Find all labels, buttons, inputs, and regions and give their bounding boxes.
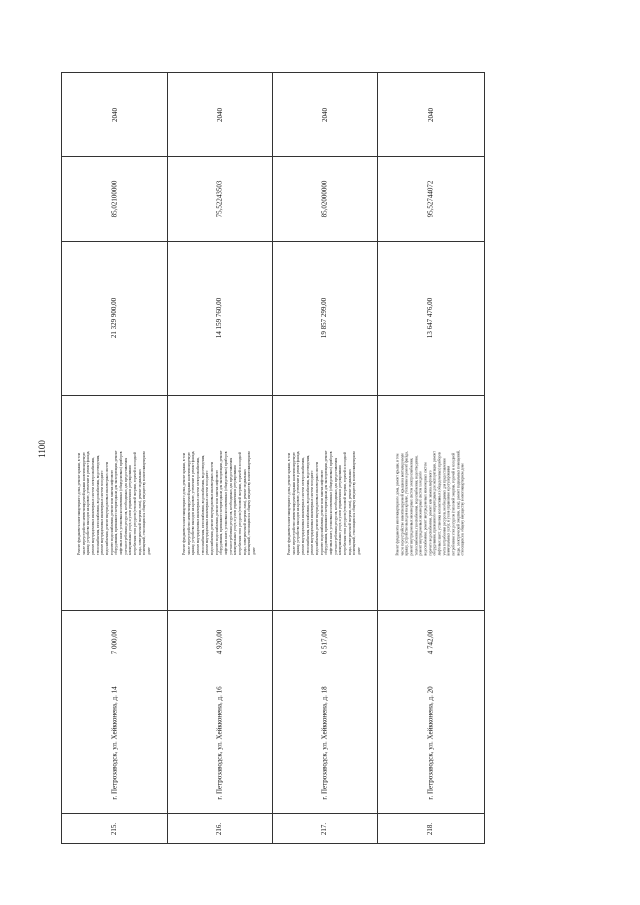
number-cell [62, 813, 167, 845]
cost-value: 13 647 476,00 [426, 297, 435, 339]
address: г. Петрозаводск, ул. Хейкконена, д. 18 [320, 686, 329, 800]
year: 2040 [320, 107, 329, 122]
description-cell [272, 395, 377, 610]
year-cell [377, 73, 484, 156]
number-cell [167, 813, 272, 845]
year: 2040 [110, 107, 119, 122]
ratio-cell [62, 156, 167, 241]
area-value: 7 000,00 [110, 629, 119, 654]
cost-cell [62, 241, 167, 395]
address-cell [62, 673, 167, 813]
ratio-cell [377, 156, 484, 241]
area-value: 4 742,00 [426, 629, 435, 654]
work-description: Ремонт фундамента многоквартирного дома, ремонт крыши, в том числе переустройство невентилируемой крыши на вентилируемую крышу, устройство выходов на кровлю, утепление и ремонт фасада, ремонт внутридомовых инженерных систем электроснабжения, теплоснабжения, газоснабжения, водоснабжения, водоотведения, ремонт внутридомовых инженерных систем холодного водоснабжения, ремонт внутридомовых инженерных систем горячего водоснабжения, ремонт или замена лифтового оборудования, признанного непригодным для эксплуатации, ремонт лифтовых шахт, установка коллективных (общедомовых) приборов учета потребления ресурсов, необходимых для предоставления коммунальных услуг, и узлов управления и регулирования потребления этих ресурсов (тепловой энергии, горячей и холодной воды, электрической энергии, газа), ремонт подвальных помещений, относящихся к общему имуществу в многоквартирном доме [182, 450, 257, 555]
ratio-value: 75,52243503 [215, 180, 224, 217]
year-cell [272, 73, 377, 156]
area-value: 6 517,00 [320, 629, 329, 654]
area-cell [377, 610, 484, 673]
description-cell [62, 395, 167, 610]
cost-cell [167, 241, 272, 395]
row-number: 216. [215, 822, 224, 836]
area-cell [167, 610, 272, 673]
cost-value: 14 159 760,00 [215, 297, 224, 339]
work-description: Ремонт фундамента многоквартирного дома, ремонт крыши, в том числе переустройство невентилируемой крыши на вентилируемую крышу, устройство выходов на кровлю, утепление и ремонт фасада, ремонт внутридомовых инженерных систем электроснабжения, теплоснабжения, газоснабжения, водоснабжения, водоотведения, ремонт внутридомовых инженерных систем холодного водоснабжения, ремонт внутридомовых инженерных систем горячего водоснабжения, ремонт или замена лифтового оборудования, признанного непригодным для эксплуатации, ремонт лифтовых шахт, установка коллективных (общедомовых) приборов учета потребления ресурсов, необходимых для предоставления коммунальных услуг, и узлов управления и регулирования потребления этих ресурсов (тепловой энергии, горячей и холодной воды, электрической энергии, газа), ремонт подвальных помещений, относящихся к общему имуществу в многоквартирном доме [77, 450, 152, 555]
description-cell [377, 395, 484, 610]
ratio-cell [167, 156, 272, 241]
work-description: Ремонт фундамента многоквартирного дома, ремонт крыши, в том числе переустройство невентилируемой крыши на вентилируемую крышу, устройство выходов на кровлю, утепление и ремонт фасада, ремонт внутридомовых инженерных систем электроснабжения, теплоснабжения, газоснабжения, водоснабжения, водоотведения, ремонт внутридомовых инженерных систем холодного водоснабжения, ремонт внутридомовых инженерных систем горячего водоснабжения, ремонт или замена лифтового оборудования, признанного непригодным для эксплуатации, ремонт лифтовых шахт, установка коллективных (общедомовых) приборов учета потребления ресурсов, необходимых для предоставления коммунальных услуг, и узлов управления и регулирования потребления этих ресурсов (тепловой энергии, горячей и холодной воды, электрической энергии, газа), ремонт подвальных помещений, относящихся к общему имуществу в многоквартирном доме [287, 450, 362, 555]
ratio-value: 85,02100000 [110, 180, 119, 217]
area-value: 4 920,00 [215, 629, 224, 654]
ratio-cell [272, 156, 377, 241]
cost-value: 19 857 299,00 [320, 297, 329, 339]
number-cell [377, 813, 484, 845]
program-table [61, 72, 485, 844]
year: 2040 [215, 107, 224, 122]
row-number: 217. [320, 822, 329, 836]
row-number: 218. [426, 822, 435, 836]
work-description: Ремонт фундамента многоквартирного дома, ремонт крыши, в том числе переустройство невентилируемой крыши на вентилируемую крышу, устройство выходов на кровлю, утепление и ремонт фасада, ремонт внутридомовых инженерных систем электроснабжения, теплоснабжения, газоснабжения, водоснабжения, водоотведения, ремонт внутридомовых инженерных систем холодного водоснабжения, ремонт внутридомовых инженерных систем горячего водоснабжения, ремонт или замена лифтового оборудования, признанного непригодным для эксплуатации, ремонт лифтовых шахт, установка коллективных (общедомовых) приборов учета потребления ресурсов, необходимых для предоставления коммунальных услуг, и узлов управления и регулирования потребления этих ресурсов (тепловой энергии, горячей и холодной воды, электрической энергии, газа), ремонт подвальных помещений, относящихся к общему имуществу в многоквартирном доме [395, 450, 465, 556]
area-cell [272, 610, 377, 673]
cost-value: 21 329 900,00 [110, 297, 119, 339]
description-cell [167, 395, 272, 610]
ratio-value: 85,02000000 [320, 180, 329, 217]
address: г. Петрозаводск, ул. Хейкконена, д. 14 [110, 686, 119, 800]
number-cell [272, 813, 377, 845]
address-cell [377, 673, 484, 813]
address-cell [272, 673, 377, 813]
year-cell [167, 73, 272, 156]
address-cell [167, 673, 272, 813]
year-cell [62, 73, 167, 156]
address: г. Петрозаводск, ул. Хейкконена, д. 20 [426, 686, 435, 800]
row-number: 215. [110, 822, 119, 836]
address: г. Петрозаводск, ул. Хейкконена, д. 16 [215, 686, 224, 800]
year: 2040 [426, 107, 435, 122]
cost-cell [272, 241, 377, 395]
ratio-value: 95,52744072 [426, 180, 435, 217]
page-number: 1100 [37, 440, 47, 458]
area-cell [62, 610, 167, 673]
cost-cell [377, 241, 484, 395]
